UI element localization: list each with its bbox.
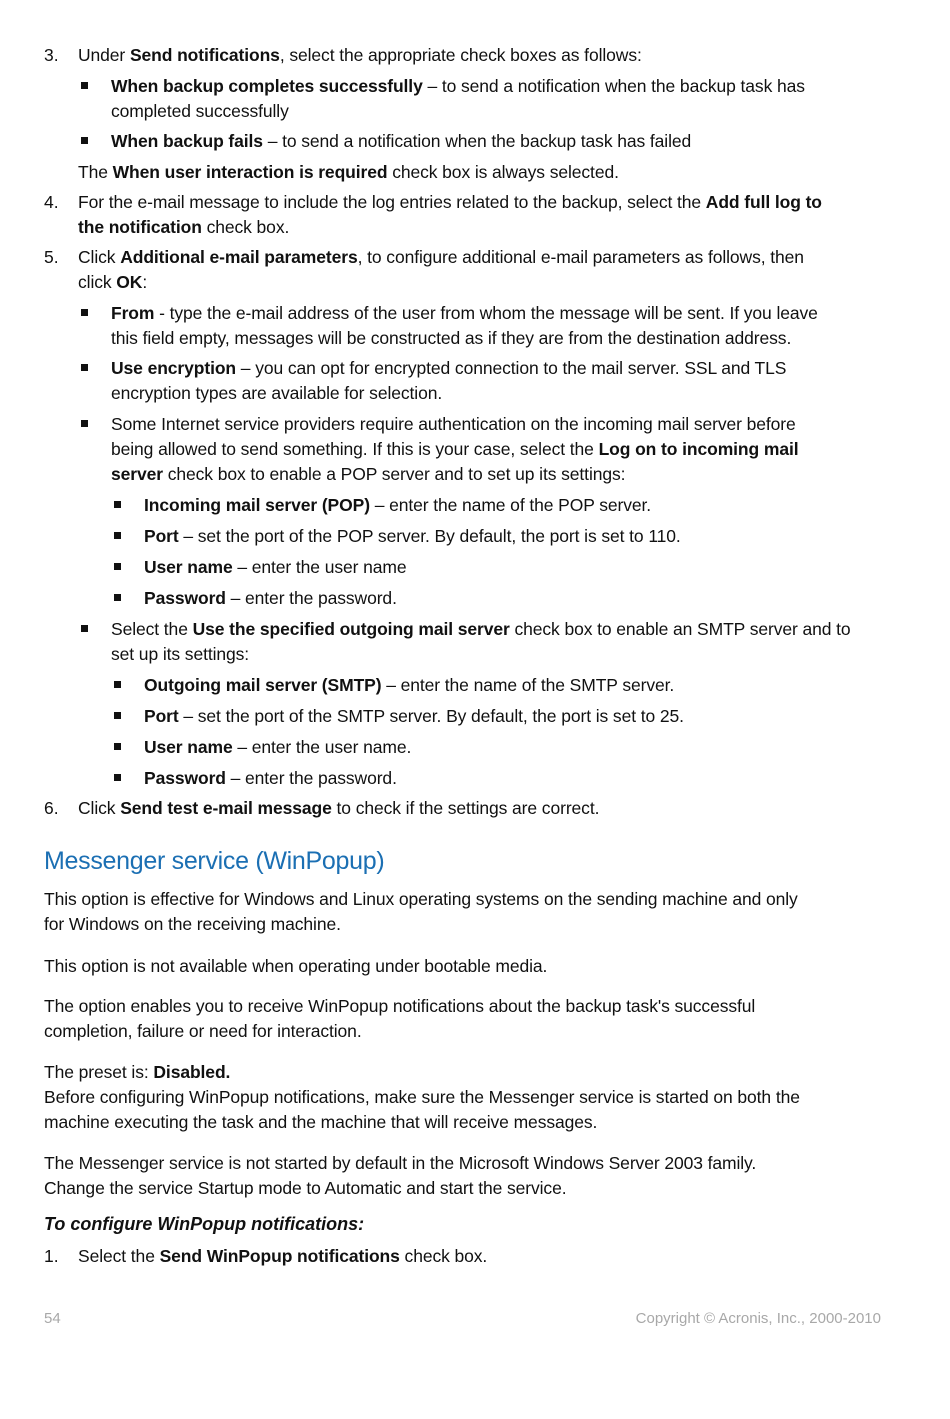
sub-bullet-smtp-port: Port – set the port of the SMTP server. By default, the port is set to 25.	[144, 706, 684, 726]
section-heading: Messenger service (WinPopup)	[44, 847, 385, 875]
paragraph-bootable: This option is not available when operating under bootable media.	[44, 956, 548, 976]
sub-bullet-smtp-server: Outgoing mail server (SMTP) – enter the name of the SMTP server.	[144, 675, 675, 695]
step-number: 6.	[44, 798, 59, 818]
sub-bullet-smtp-username: User name – enter the user name.	[144, 737, 412, 757]
bullet-backup-fails: When backup fails – to send a notification when the backup task has failed	[111, 131, 692, 151]
bullet-square	[81, 309, 88, 316]
bullet-smtp-cont: set up its settings:	[111, 644, 250, 664]
bullet-square	[81, 137, 88, 144]
step-4-text: For the e-mail message to include the log entries related to the backup, select the Add full log to	[78, 192, 822, 212]
paragraph-option: The option enables you to receive WinPopup notifications about the backup task's successful	[44, 996, 756, 1016]
page-number: 54	[44, 1310, 61, 1327]
paragraph-messenger: The Messenger service is not started by default in the Microsoft Windows Server 2003 family.	[44, 1153, 757, 1173]
bullet-square	[114, 712, 121, 719]
bullet-square	[81, 420, 88, 427]
step-5-text: Click Additional e-mail parameters, to configure additional e-mail parameters as follows, then	[78, 247, 804, 267]
step-4-text-cont: the notification check box.	[78, 217, 290, 237]
sub-bullet-smtp-password: Password – enter the password.	[144, 768, 397, 788]
bullet-pop-auth: Some Internet service providers require authentication on the incoming mail server before	[111, 414, 796, 434]
paragraph-before-cont: machine executing the task and the machine that will receive messages.	[44, 1112, 598, 1132]
step-number: 4.	[44, 192, 59, 212]
bullet-backup-success: When backup completes successfully – to send a notification when the backup task has	[111, 76, 805, 96]
bullet-pop-auth-cont: being allowed to send something. If this is your case, select the Log on to incoming mail	[111, 439, 799, 459]
procedure-title: To configure WinPopup notifications:	[44, 1214, 365, 1234]
bullet-square	[114, 681, 121, 688]
bullet-backup-success-cont: completed successfully	[111, 101, 289, 121]
procedure-step-1: Select the Send WinPopup notifications check box.	[78, 1246, 488, 1266]
paragraph-before: Before configuring WinPopup notifications, make sure the Messenger service is started on both the	[44, 1087, 800, 1107]
sub-bullet-pop-port: Port – set the port of the POP server. By default, the port is set to 110.	[144, 526, 681, 546]
step-3-note: The When user interaction is required check box is always selected.	[78, 162, 619, 182]
bullet-square	[114, 532, 121, 539]
step-6-text: Click Send test e-mail message to check if the settings are correct.	[78, 798, 600, 818]
copyright: Copyright © Acronis, Inc., 2000-2010	[635, 1310, 881, 1327]
paragraph-messenger-cont: Change the service Startup mode to Automatic and start the service.	[44, 1178, 567, 1198]
bullet-from-cont: this field empty, messages will be constructed as if they are from the destination address.	[111, 328, 792, 348]
step-5-text-cont: click OK:	[78, 272, 148, 292]
bullet-square	[114, 563, 121, 570]
sub-bullet-pop-username: User name – enter the user name	[144, 557, 407, 577]
step-number: 3.	[44, 45, 59, 65]
bullet-from: From - type the e-mail address of the user from whom the message will be sent. If you leave	[111, 303, 818, 323]
sub-bullet-pop-password: Password – enter the password.	[144, 588, 397, 608]
bullet-square	[81, 625, 88, 632]
bullet-square	[114, 743, 121, 750]
bullet-square	[114, 594, 121, 601]
bullet-pop-auth-cont2: server check box to enable a POP server and to set up its settings:	[111, 464, 626, 484]
paragraph-preset: The preset is: Disabled.	[44, 1062, 231, 1082]
sub-bullet-pop-server: Incoming mail server (POP) – enter the name of the POP server.	[144, 495, 652, 515]
step-number: 1.	[44, 1246, 59, 1266]
bullet-square	[81, 82, 88, 89]
step-3-text: Under Send notifications, select the appropriate check boxes as follows:	[78, 45, 642, 65]
bullet-encryption-cont: encryption types are available for selection.	[111, 383, 443, 403]
paragraph-effective-cont: for Windows on the receiving machine.	[44, 914, 341, 934]
paragraph-option-cont: completion, failure or need for interaction.	[44, 1021, 362, 1041]
bullet-square	[114, 774, 121, 781]
bullet-encryption: Use encryption – you can opt for encrypted connection to the mail server. SSL and TLS	[111, 358, 787, 378]
bullet-square	[114, 501, 121, 508]
step-number: 5.	[44, 247, 59, 267]
bullet-smtp: Select the Use the specified outgoing mail server check box to enable an SMTP server and to	[111, 619, 851, 639]
paragraph-effective: This option is effective for Windows and Linux operating systems on the sending machine and only	[44, 889, 798, 909]
bullet-square	[81, 364, 88, 371]
